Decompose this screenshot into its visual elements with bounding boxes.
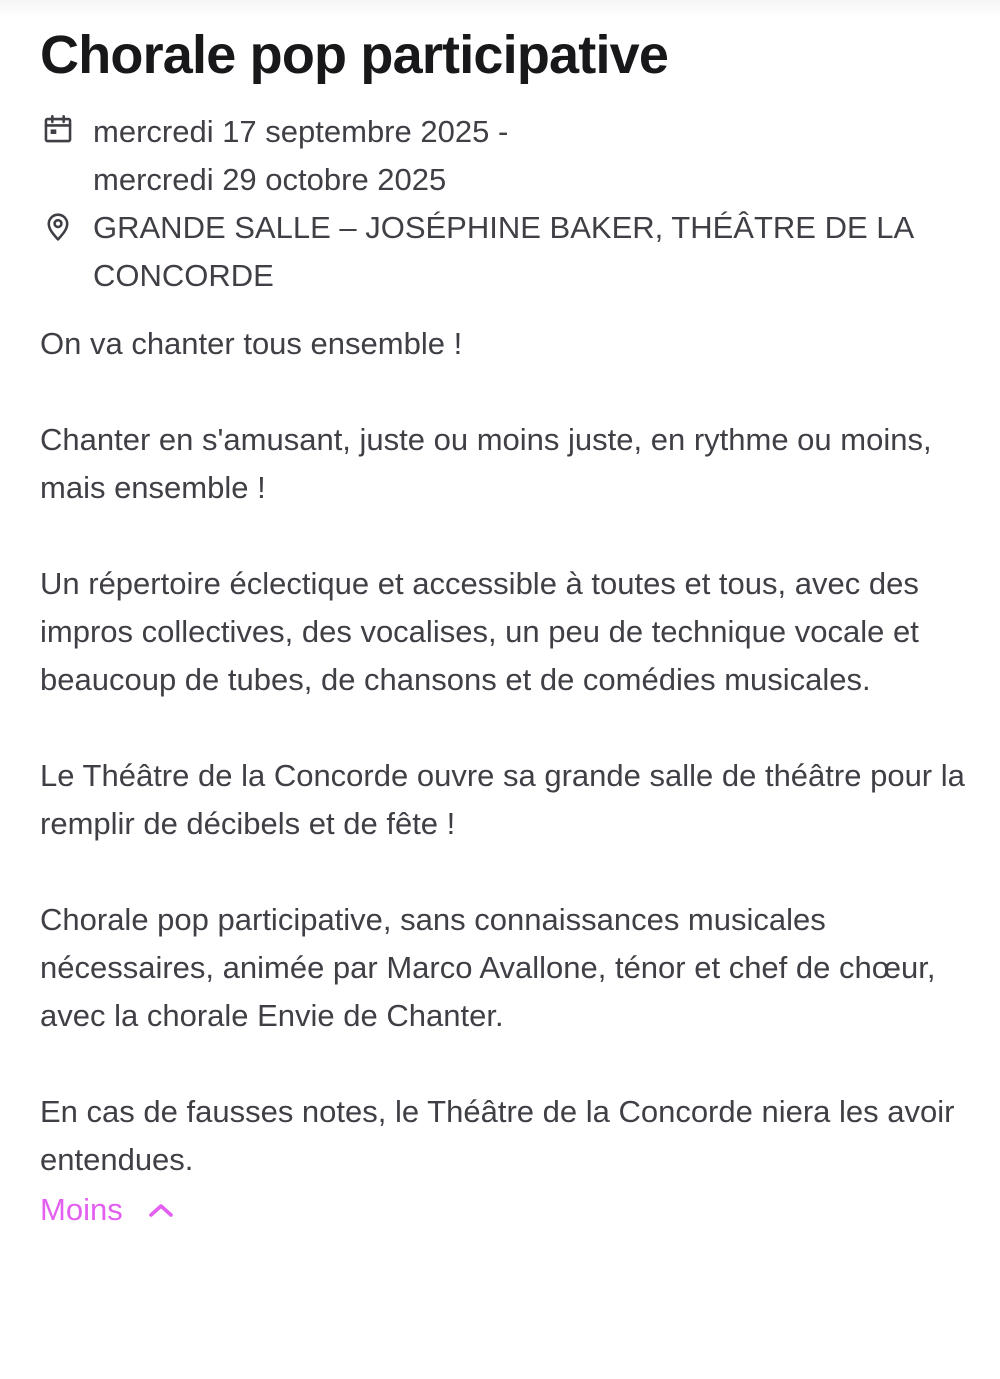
- show-less-button[interactable]: [40, 1186, 175, 1234]
- event-dates: [40, 108, 970, 204]
- map-pin-icon: [40, 204, 76, 248]
- description-paragraph: Chorale pop participative, sans connaissances musicales nécessaires, animée par Marco Avallone, ténor et chef de chœur, avec la chorale Envie de Chanter.: [40, 902, 936, 1033]
- description-paragraph: En cas de fausses notes, le Théâtre de la Concorde niera les avoir entendues.: [40, 1094, 955, 1177]
- event-title: Chorale pop participative: [40, 25, 669, 85]
- calendar-icon: [40, 108, 76, 152]
- event-meta: [40, 108, 970, 300]
- description-paragraph: Chanter en s'amusant, juste ou moins juste, en rythme ou moins, mais ensemble !: [40, 422, 932, 505]
- event-venue-line1: GRANDE SALLE – JOSÉPHINE BAKER, THÉÂTRE DE LA: [93, 210, 915, 245]
- event-location: [40, 204, 970, 300]
- event-venue-line2: CONCORDE: [93, 258, 274, 293]
- description-paragraph: Le Théâtre de la Concorde ouvre sa grande salle de théâtre pour la remplir de décibels et de fête !: [40, 758, 965, 841]
- description-paragraph: On va chanter tous ensemble !: [40, 326, 463, 361]
- event-details: [40, 22, 970, 1234]
- event-date-range: [93, 108, 508, 204]
- show-less-label: Moins: [40, 1192, 123, 1227]
- event-start-date: mercredi 17 septembre 2025 -: [93, 114, 509, 149]
- top-edge-shadow: [0, 0, 1000, 18]
- event-description: [40, 320, 970, 1184]
- event-end-date: mercredi 29 octobre 2025: [93, 162, 447, 197]
- event-venue: [93, 204, 914, 300]
- description-paragraph: Un répertoire éclectique et accessible à toutes et tous, avec des impros collectives, des vocalises, un peu de technique vocale et beaucoup de tubes, de chansons et de comédies musicales.: [40, 566, 919, 697]
- chevron-up-icon: [147, 1200, 175, 1220]
